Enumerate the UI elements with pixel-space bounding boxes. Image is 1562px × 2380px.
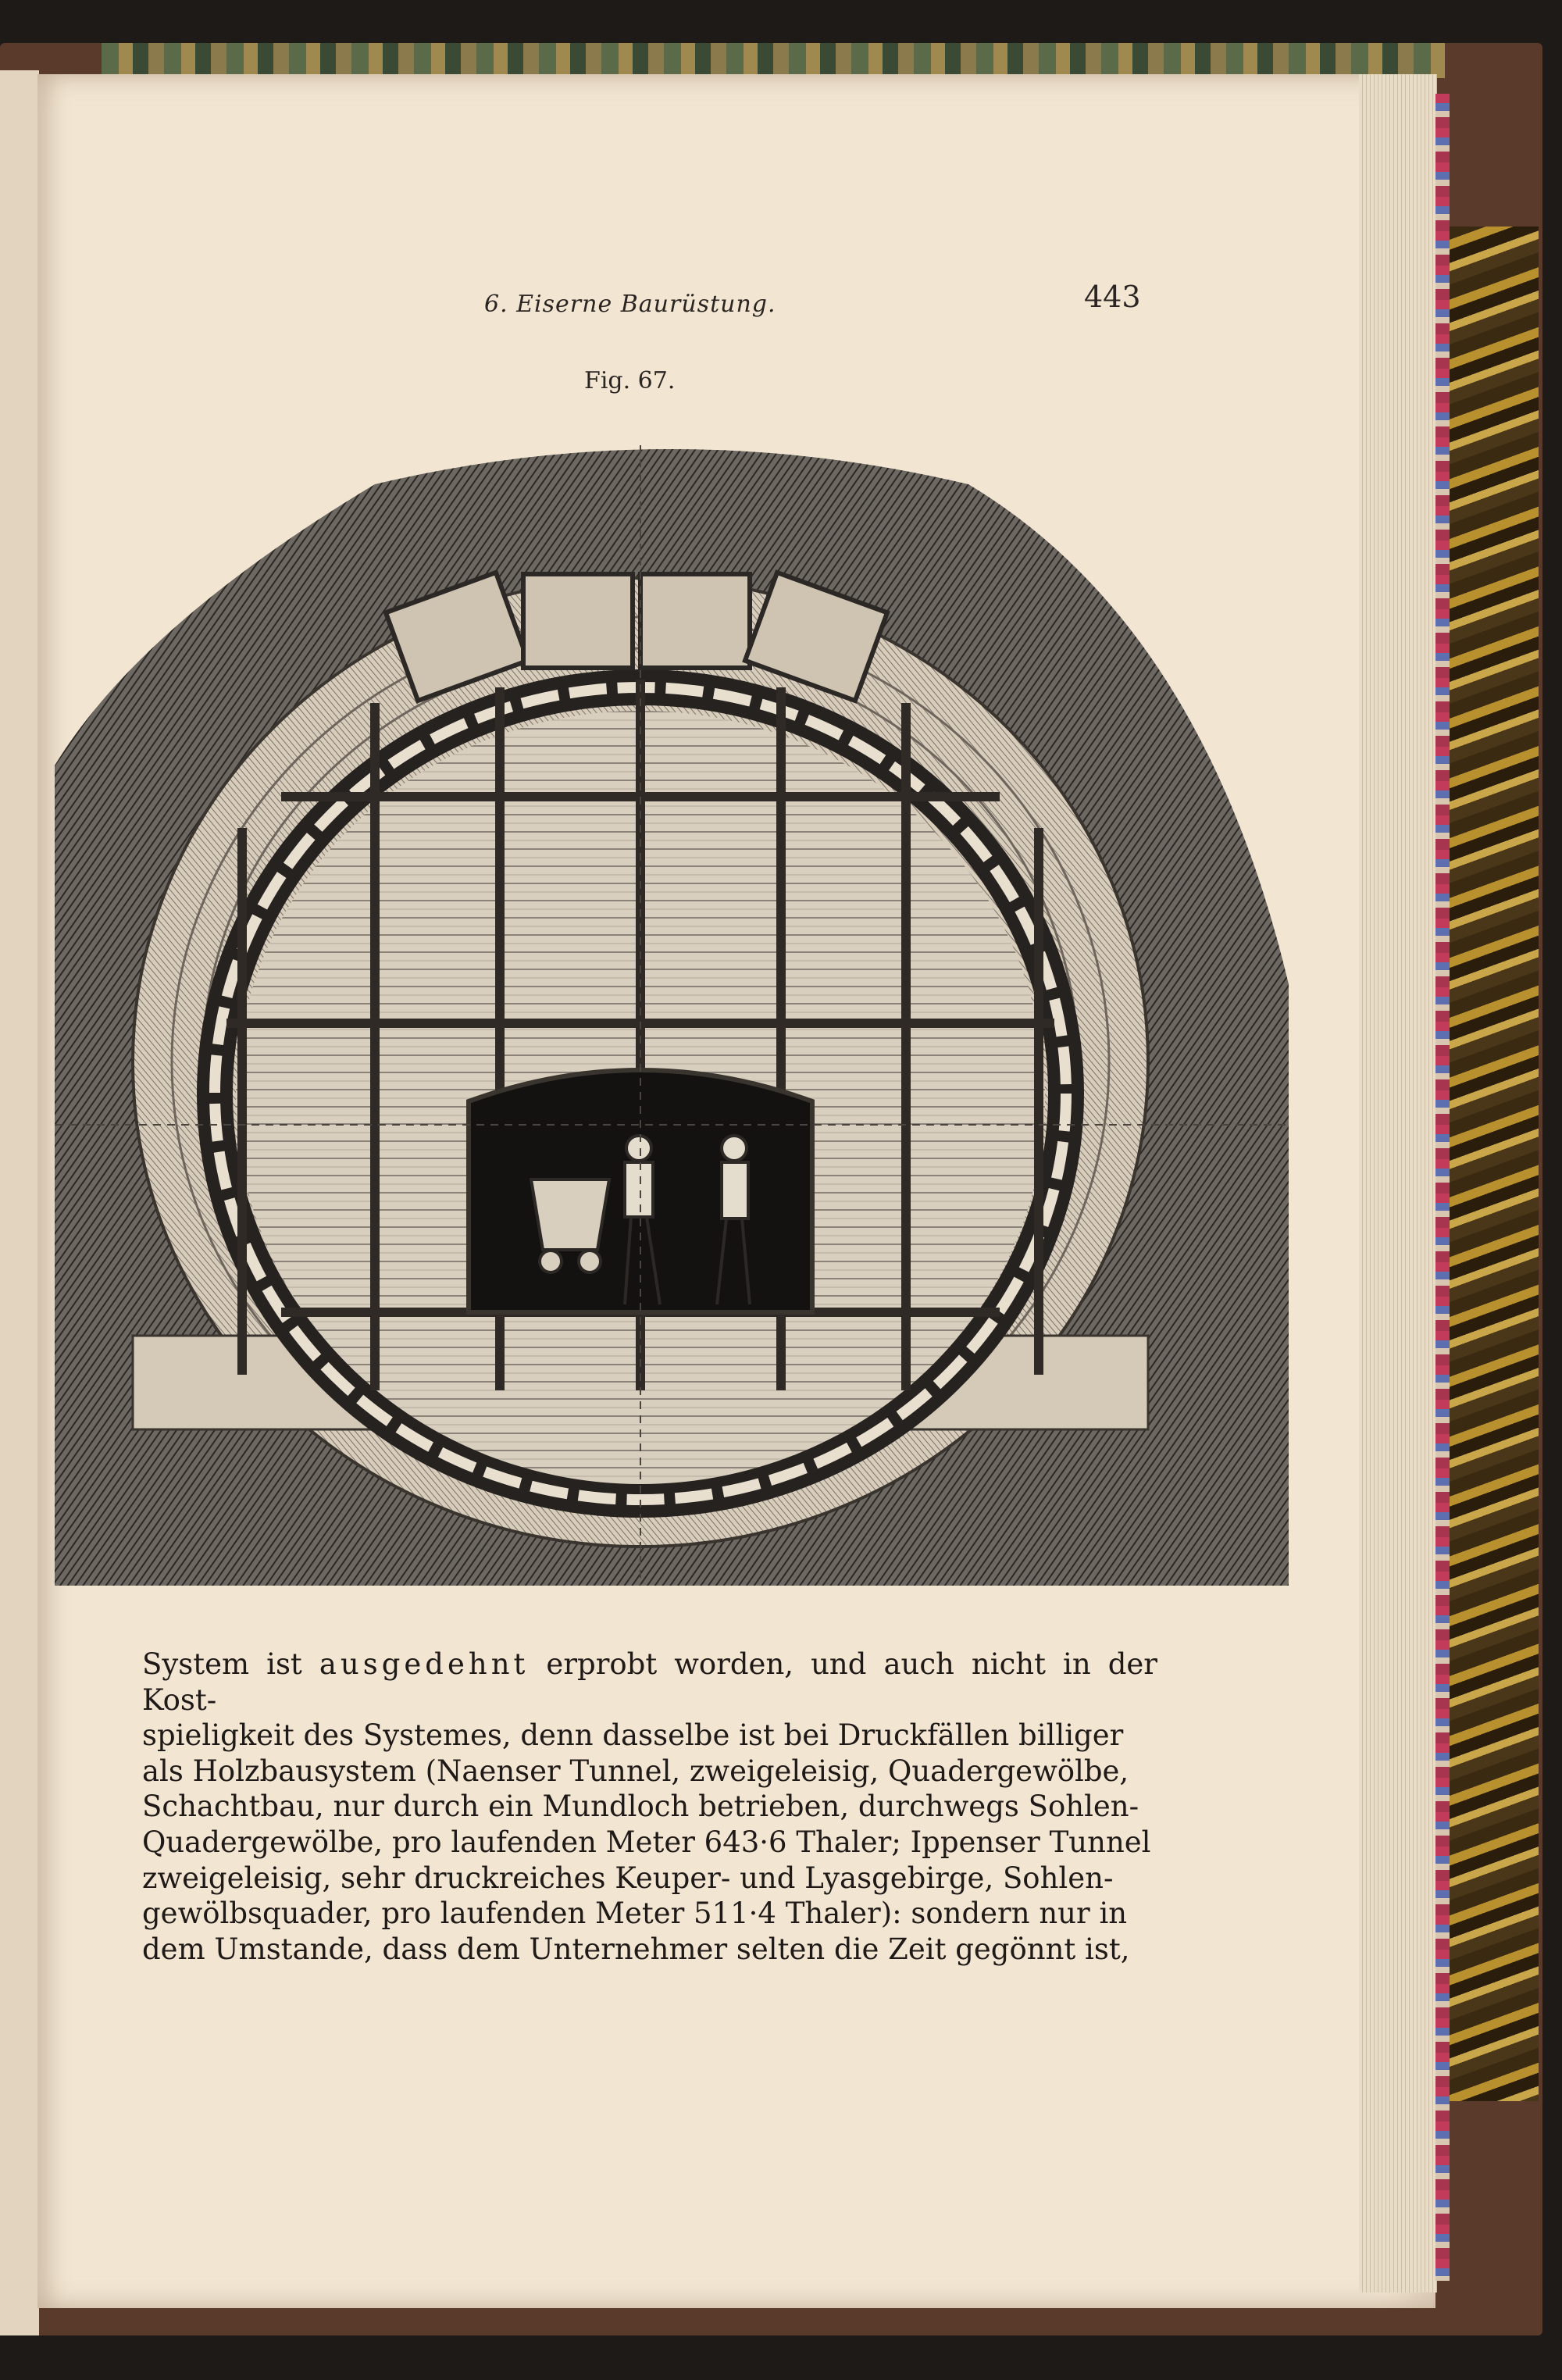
page-edge-stripe [1435,94,1450,2281]
body-line: Quadergewölbe, pro laufenden Meter 643·6 Thaler; Ippenser Tunnel [142,1825,1151,1859]
page-number: 443 [1084,280,1141,314]
running-title: 6. Eiserne Baurüstung. [484,291,776,318]
body-line: als Holzbausystem (Naenser Tunnel, zweigeleisig, Quadergewölbe, [142,1754,1129,1788]
body-line: zweigeleisig, sehr druckreiches Keuper- und Lyasgebirge, Sohlen- [142,1861,1114,1895]
figure-caption: Fig. 67. [584,367,676,394]
marbled-edge-top [102,43,1445,78]
body-line: dem Umstande, dass dem Unternehmer selten die Zeit gegönnt ist, [142,1932,1130,1966]
body-paragraph [142,1647,1157,1967]
page-fore-edges [1359,74,1437,2293]
body-line: spieligkeit des Systemes, denn dasselbe ist bei Druckfällen billiger [142,1718,1124,1753]
body-line: Schachtbau, nur durch ein Mundloch betrieben, durchwegs Sohlen- [142,1789,1139,1824]
body-line: System ist ausgedehnt erprobt worden, und auch nicht in der Kost- [142,1647,1157,1717]
left-page-edge [0,70,39,2335]
body-line: gewölbsquader, pro laufenden Meter 511·4 Thaler): sondern nur in [142,1897,1128,1931]
marbled-cover-right [1445,227,1539,2101]
tunnel-cross-section-illustration [47,437,1296,1593]
